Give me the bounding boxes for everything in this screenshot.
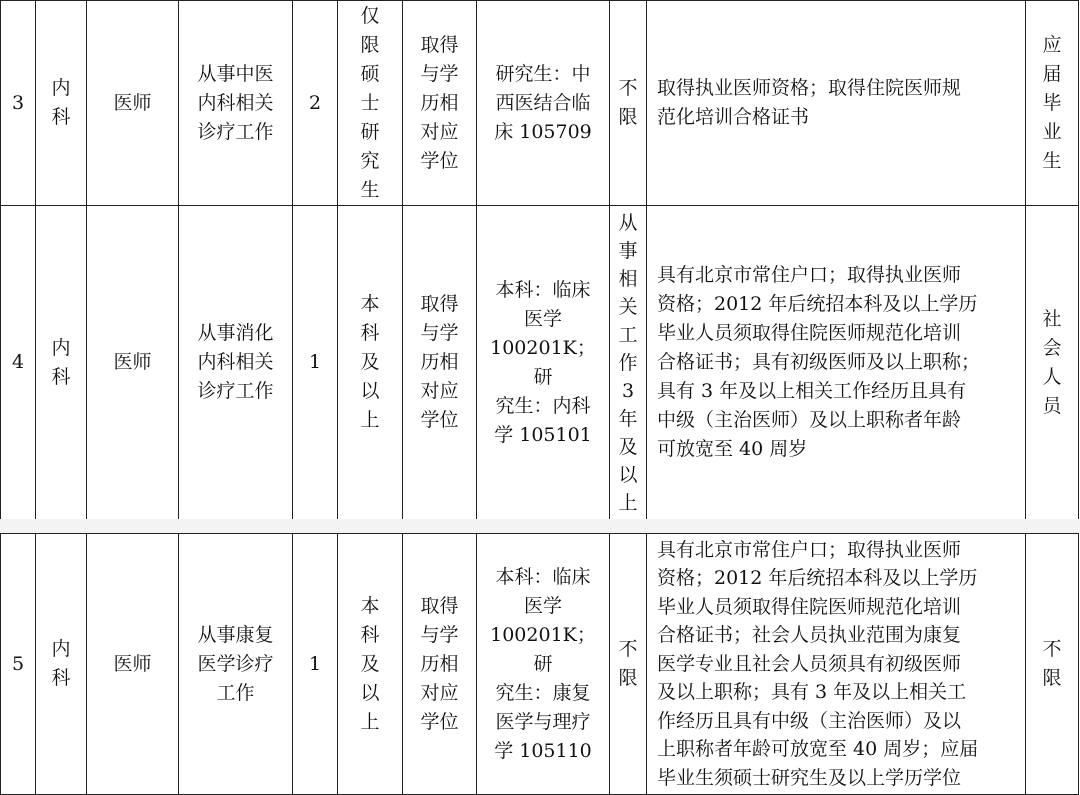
target-cell: 社 会 人 员 xyxy=(1026,206,1079,520)
experience-cell: 不 限 xyxy=(610,1,647,206)
duty-cell: 从事消化 内科相关 诊疗工作 xyxy=(179,206,293,520)
headcount-cell: 1 xyxy=(293,534,338,795)
position-cell: 医师 xyxy=(87,534,179,795)
major-cell: 研究生：中 西医结合临 床 105709 xyxy=(477,1,610,206)
experience-cell: 从 事 相 关 工 作 3 年 及 以 上 xyxy=(610,206,647,520)
degree-cell: 取得 与学 历相 对应 学位 xyxy=(403,206,477,520)
major-cell: 本科：临床 医学 100201K；研 究生：内科 学 105101 xyxy=(477,206,610,520)
education-cell: 本 科 及 以 上 xyxy=(338,534,403,795)
education-cell: 仅 限 硕 士 研 究 生 xyxy=(338,1,403,206)
table-row xyxy=(1,206,1079,520)
row-number: 3 xyxy=(1,1,36,206)
education-cell: 本 科 及 以 上 xyxy=(338,206,403,520)
requirements-cell: 具有北京市常住户口；取得执业医师 资格；2012 年后统招本科及以上学历 毕业人员须取得住院医师规范化培训 合格证书；社会人员执业范围为康复 医学专业且社会人员须具有初级医师 及以上职称；具有 3 年及以上相关工 作经历且具有中级（主治医师）及以 上职称者年龄可放宽至 40 周岁；应届 毕业生须硕士研究生及以上学历学位 xyxy=(647,534,1026,795)
headcount-cell: 2 xyxy=(293,1,338,206)
target-cell: 不 限 xyxy=(1026,534,1079,795)
row-number: 4 xyxy=(1,206,36,520)
department-cell: 内 科 xyxy=(36,534,87,795)
table-row xyxy=(1,534,1079,795)
duty-cell: 从事康复 医学诊疗 工作 xyxy=(179,534,293,795)
department-cell: 内 科 xyxy=(36,206,87,520)
headcount-cell: 1 xyxy=(293,206,338,520)
position-cell: 医师 xyxy=(87,1,179,206)
degree-cell: 取得 与学 历相 对应 学位 xyxy=(403,534,477,795)
target-cell: 应 届 毕 业 生 xyxy=(1026,1,1079,206)
row-number: 5 xyxy=(1,534,36,795)
experience-cell: 不 限 xyxy=(610,534,647,795)
duty-cell: 从事中医 内科相关 诊疗工作 xyxy=(179,1,293,206)
major-cell: 本科：临床 医学 100201K；研 究生：康复 医学与理疗 学 105110 xyxy=(477,534,610,795)
degree-cell: 取得 与学 历相 对应 学位 xyxy=(403,1,477,206)
page-gap xyxy=(0,519,1080,533)
table-row xyxy=(1,1,1079,206)
recruitment-table-bottom xyxy=(0,533,1079,795)
department-cell: 内 科 xyxy=(36,1,87,206)
position-cell: 医师 xyxy=(87,206,179,520)
requirements-cell: 取得执业医师资格；取得住院医师规 范化培训合格证书 xyxy=(647,1,1026,206)
requirements-cell: 具有北京市常住户口；取得执业医师 资格；2012 年后统招本科及以上学历 毕业人员须取得住院医师规范化培训 合格证书；具有初级医师及以上职称； 具有 3 年及以上相关工作经历且具有 中级（主治医师）及以上职称者年龄 可放宽至 40 周岁 xyxy=(647,206,1026,520)
